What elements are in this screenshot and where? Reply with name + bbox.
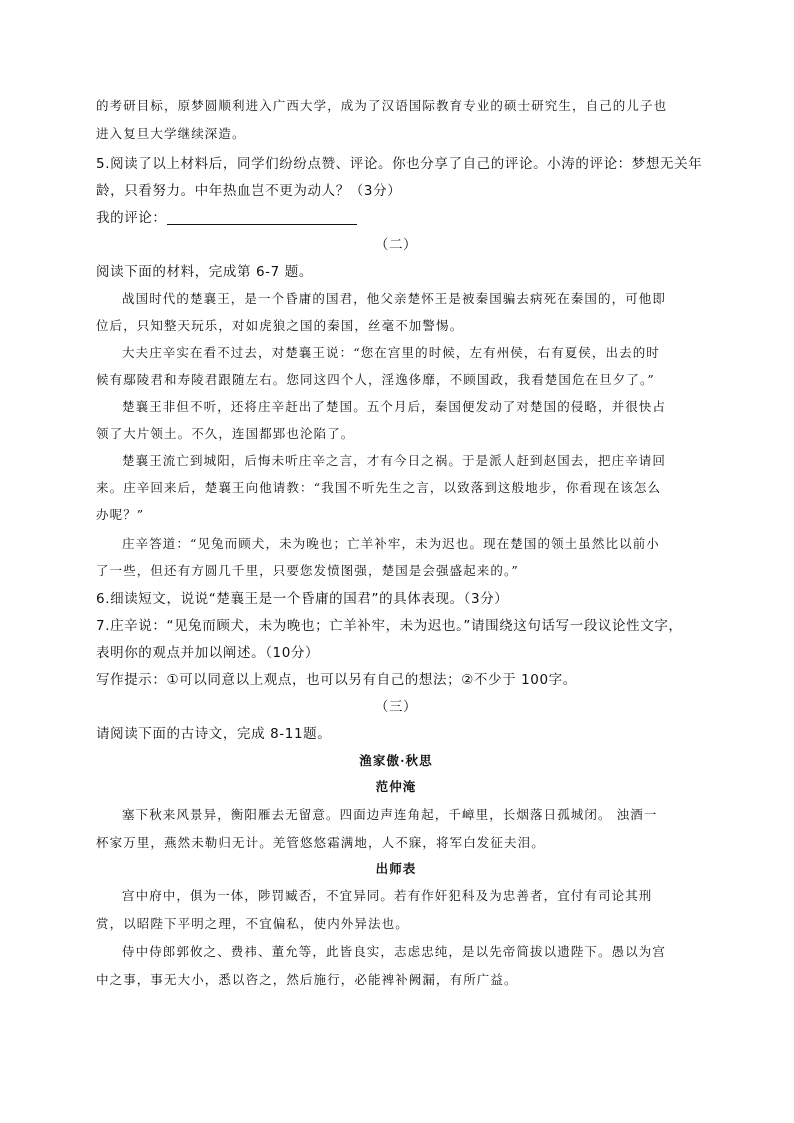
prose-title: 出师表	[375, 861, 417, 876]
section-2-heading: （二）	[374, 237, 418, 253]
passage-line: 候有鄢陵君和寿陵君跟随左右。您同这四个人，淫逸侈靡，不顾国政，我看楚国危在旦夕了。”	[96, 372, 655, 387]
carryover-line-1: 的考研目标，原梦圆顺利进入广西大学，成为了汉语国际教育专业的硕士研究生，自己的儿子也	[96, 98, 668, 113]
answer-label: 我的评论：	[96, 210, 167, 226]
prose-line: 侍中侍郎郭攸之、费祎、董允等，此皆良实，志虑忠纯，是以先帝简拔以遗陛下。愚以为宫	[122, 944, 667, 959]
prose-line: 宫中府中，俱为一体，陟罚臧否，不宜异同。若有作奸犯科及为忠善者，宜付有司论其刑	[122, 888, 653, 903]
answer-line	[96, 206, 696, 226]
poem-title: 渔家傲·秋思	[359, 753, 433, 768]
writing-tip: 写作提示：①可以同意以上观点，也可以另有自己的想法；②不少于 100字。	[96, 672, 577, 688]
passage-line: 领了大片领土。不久，连国都郢也沦陷了。	[96, 426, 355, 441]
section-2-intro: 阅读下面的材料，完成第 6-7 题。	[96, 264, 313, 280]
passage-line: 了一些，但还有方圆几千里，只要您发愤图强，楚国是会强盛起来的。”	[96, 563, 519, 578]
poem-line: 塞下秋来风景异，衡阳雁去无留意。四面边声连角起，千嶂里，长烟落日孤城闭。 浊酒一	[122, 807, 658, 822]
prose-line: 赏，以昭陛下平明之理，不宜偏私，使内外异法也。	[96, 916, 409, 931]
passage-line: 楚襄王非但不听，还将庄辛赶出了楚国。五个月后，秦国便发动了对楚国的侵略，并很快占	[122, 399, 667, 414]
passage-line: 办呢？”	[96, 507, 145, 522]
prose-line: 中之事，事无大小，悉以咨之，然后施行，必能裨补阙漏，有所广益。	[96, 972, 518, 987]
carryover-line-2: 进入复旦大学继续深造。	[96, 126, 246, 141]
passage-line: 来。庄辛回来后，楚襄王向他请教：“我国不听先生之言，以致落到这般地步，你看现在该怎么	[96, 480, 662, 495]
question-7-line-1: 7.庄辛说：“见兔而顾犬，未为晚也；亡羊补牢，未为迟也。”请围绕这句话写一段议论性文字，	[96, 618, 683, 634]
section-3-heading: （三）	[374, 699, 418, 715]
answer-blank[interactable]	[167, 210, 357, 225]
passage-line: 位后，只知整天玩乐，对如虎狼之国的秦国，丝毫不加警惕。	[96, 318, 464, 333]
question-5-line-1: 5.阅读了以上材料后，同学们纷纷点赞、评论。你也分享了自己的评论。小涛的评论：梦想无关年	[96, 156, 703, 172]
question-5-line-2: 龄，只看努力。中年热血岂不更为动人？（3分）	[96, 183, 402, 199]
section-3-intro: 请阅读下面的古诗文，完成 8-11题。	[96, 726, 332, 742]
passage-line: 战国时代的楚襄王，是一个昏庸的国君，他父亲楚怀王是被秦国骗去病死在秦国的，可他即	[122, 291, 667, 306]
question-6: 6.细读短文，说说“楚襄王是一个昏庸的国君”的具体表现。（3分）	[96, 591, 509, 607]
passage-line: 大夫庄辛实在看不过去，对楚襄王说：“您在宫里的时候，左有州侯，右有夏侯，出去的时	[122, 345, 660, 360]
passage-line: 楚襄王流亡到城阳，后悔未听庄辛之言，才有今日之祸。于是派人赶到赵国去，把庄辛请回	[122, 453, 667, 468]
poem-author: 范仲淹	[375, 779, 417, 794]
question-7-line-2: 表明你的观点并加以阐述。（10分）	[96, 645, 320, 661]
poem-line: 杯家万里，燕然未勒归无计。羌管悠悠霜满地，人不寐，将军白发征夫泪。	[96, 835, 545, 850]
passage-line: 庄辛答道：“见兔而顾犬，未为晚也；亡羊补牢，未为迟也。现在楚国的领土虽然比以前小	[122, 536, 660, 551]
